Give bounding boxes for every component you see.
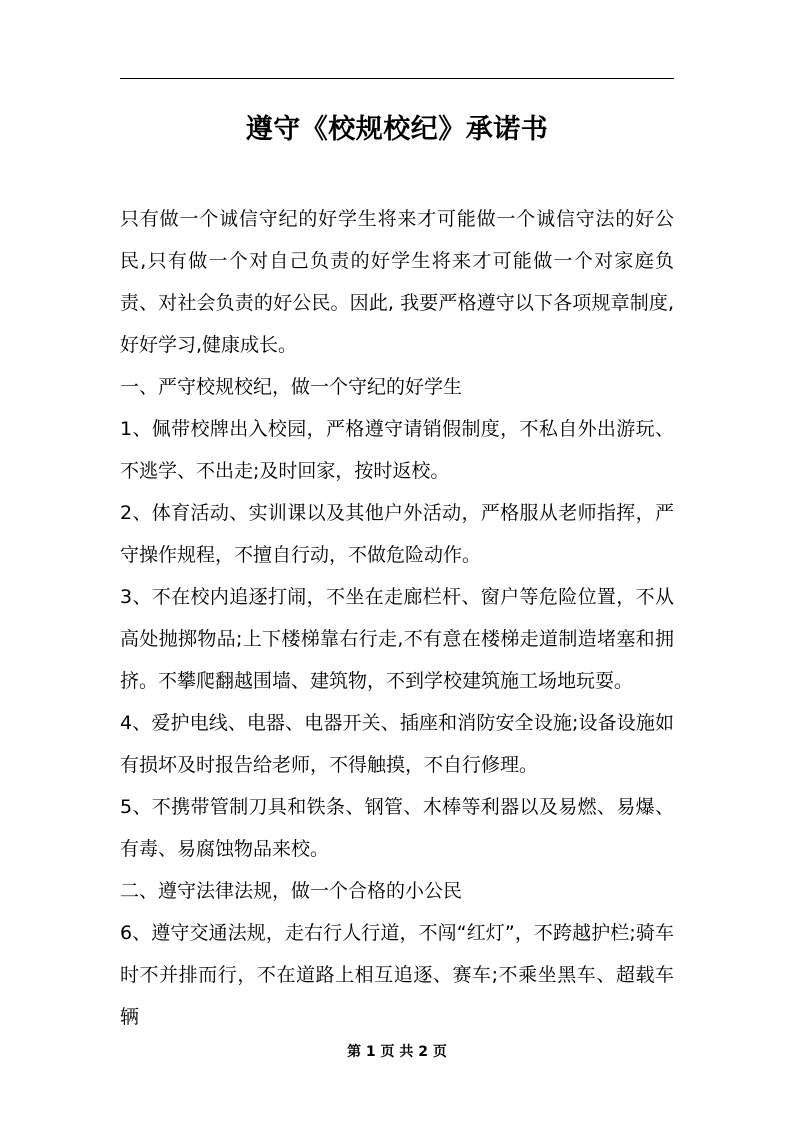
rule-item-6: 6、遵守交通法规，走右行人行道，不闯“红灯”，不跨越护栏;骑车时不并排而行，不在道路上相互追逐、赛车;不乘坐黑车、超载车辆 (120, 922, 674, 1028)
header-rule (120, 78, 674, 79)
rule-item-1: 1、佩带校牌出入校园，严格遵守请销假制度，不私自外出游玩、不逃学、不出走;及时回家，按时返校。 (120, 418, 674, 482)
rule-item-2: 2、体育活动、实训课以及其他户外活动，严格服从老师指挥，严守操作规程，不擅自行动，不做危险动作。 (120, 502, 674, 566)
document-body (120, 198, 674, 1038)
intro-paragraph: 只有做一个诚信守纪的好学生将来才可能做一个诚信守法的好公民,只有做一个对自己负责的好学生将来才可能做一个对家庭负责、对社会负责的好公民。因此, 我要严格遵守以下各项规章制度, 好好学习,健康成长。 (120, 208, 674, 356)
rule-item-5: 5、不携带管制刀具和铁条、钢管、木棒等利器以及易燃、易爆、有毒、易腐蚀物品来校。 (120, 796, 674, 860)
rule-item-4: 4、爱护电线、电器、电器开关、插座和消防安全设施;设备设施如有损坏及时报告给老师，不得触摸，不自行修理。 (120, 712, 674, 776)
rule-item-3: 3、不在校内追逐打闹，不坐在走廊栏杆、窗户等危险位置，不从高处抛掷物品;上下楼梯靠右行走,不有意在楼梯走道制造堵塞和拥挤。不攀爬翻越围墙、建筑物，不到学校建筑施工场地玩耍。 (120, 586, 674, 692)
section-heading-2: 二、遵守法律法规，做一个合格的小公民 (120, 880, 463, 902)
section-heading-1: 一、严守校规校纪，做一个守纪的好学生 (120, 376, 463, 398)
document-title: 遵守《校规校纪》承诺书 (245, 114, 549, 145)
page-footer: 第 1 页 共 2 页 (347, 1044, 447, 1060)
